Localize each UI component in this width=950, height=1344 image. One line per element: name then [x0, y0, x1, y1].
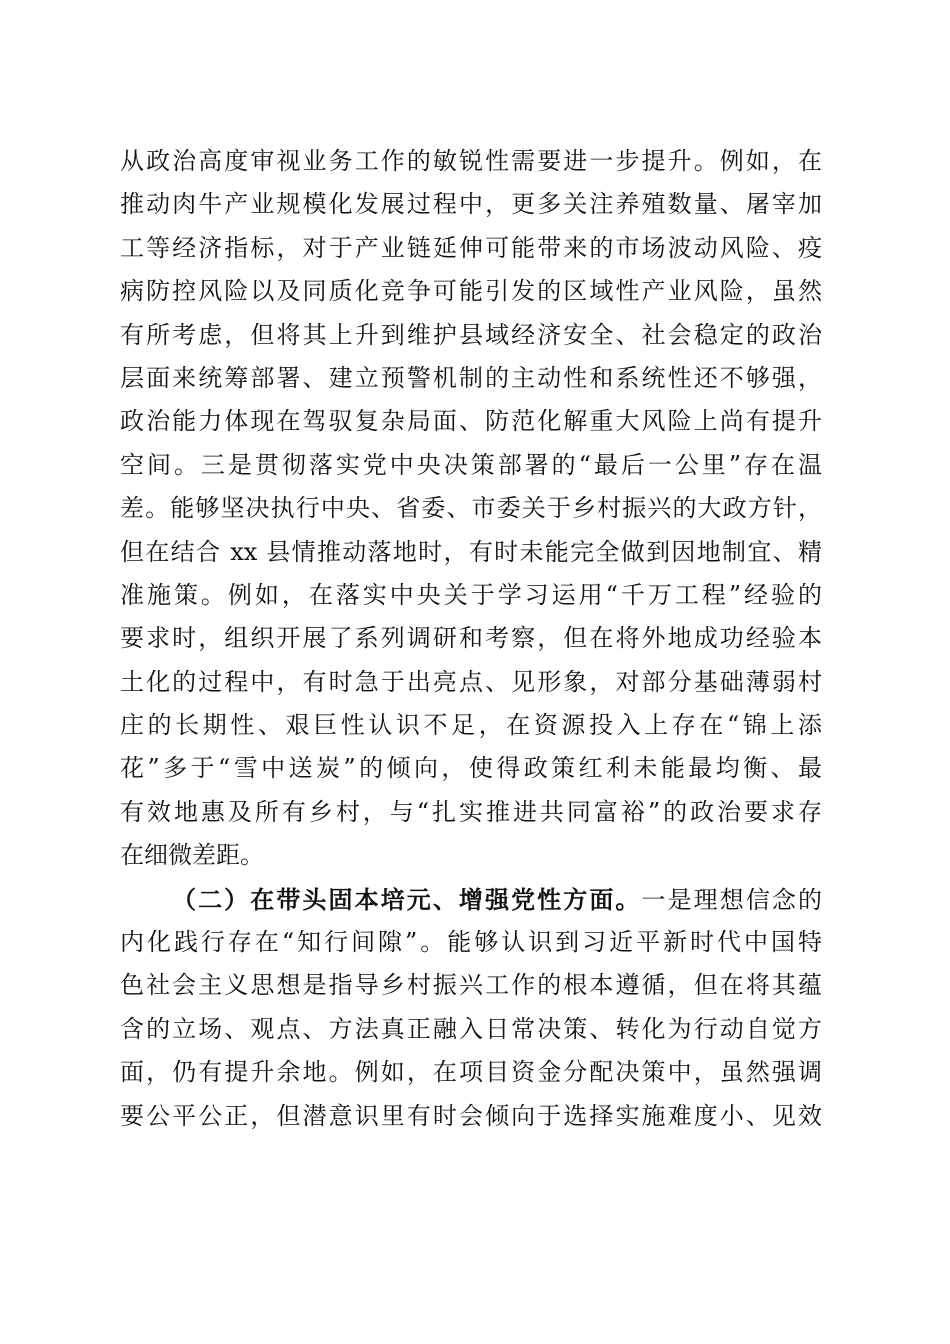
text-line: 在细微差距。 [120, 841, 264, 870]
text-line: 含的立场、观点、方法真正融入日常决策、转化为行动自觉方 [120, 1014, 822, 1043]
text-line: 但在结合 xx 县情推动落地时，有时未能完全做到因地制宜、精 [120, 537, 822, 566]
text-line: 面，仍有提升余地。例如，在项目资金分配决策中，虽然强调 [120, 1058, 822, 1087]
text-line: 花”多于“雪中送炭”的倾向，使得政策红利未能最均衡、最 [120, 754, 822, 783]
text-line: 有效地惠及所有乡村，与“扎实推进共同富裕”的政治要求存 [120, 797, 822, 826]
text-line: 空间。三是贯彻落实党中央决策部署的“最后一公里”存在温 [120, 450, 822, 479]
text-line: 工等经济指标，对于产业链延伸可能带来的市场波动风险、疫 [120, 233, 822, 262]
text-line: 准施策。例如，在落实中央关于学习运用“千万工程”经验的 [120, 580, 822, 609]
text-line: 庄的长期性、艰巨性认识不足，在资源投入上存在“锦上添 [120, 711, 822, 740]
text-line: 内化践行存在“知行间隙”。能够认识到习近平新时代中国特 [120, 928, 822, 957]
section-heading-line [172, 878, 822, 921]
text-line: 色社会主义思想是指导乡村振兴工作的根本遵循，但在将其蕴 [120, 971, 822, 1000]
text-line: 有所考虑，但将其上升到维护县域经济安全、社会稳定的政治 [120, 320, 822, 349]
document-body [120, 140, 822, 1138]
text-line: 政治能力体现在驾驭复杂局面、防范化解重大风险上尚有提升 [120, 407, 822, 436]
text-line: 层面来统筹部署、建立预警机制的主动性和系统性还不够强， [120, 363, 822, 392]
text-span: 一是理想信念的 [641, 885, 822, 914]
text-line: 差。能够坚决执行中央、省委、市委关于乡村振兴的大政方针， [120, 494, 822, 523]
text-line: 土化的过程中，有时急于出亮点、见形象，对部分基础薄弱村 [120, 667, 822, 696]
section-heading: （二）在带头固本培元、增强党性方面。 [172, 884, 642, 914]
text-line: 从政治高度审视业务工作的敏锐性需要进一步提升。例如，在 [120, 147, 822, 175]
text-line: 病防控风险以及同质化竞争可能引发的区域性产业风险，虽然 [120, 277, 822, 306]
text-line: 推动肉牛产业规模化发展过程中，更多关注养殖数量、屠宰加 [120, 190, 822, 219]
text-line: 要求时，组织开展了系列调研和考察，但在将外地成功经验本 [120, 624, 822, 653]
text-line: 要公平公正，但潜意识里有时会倾向于选择实施难度小、见效 [120, 1101, 822, 1130]
